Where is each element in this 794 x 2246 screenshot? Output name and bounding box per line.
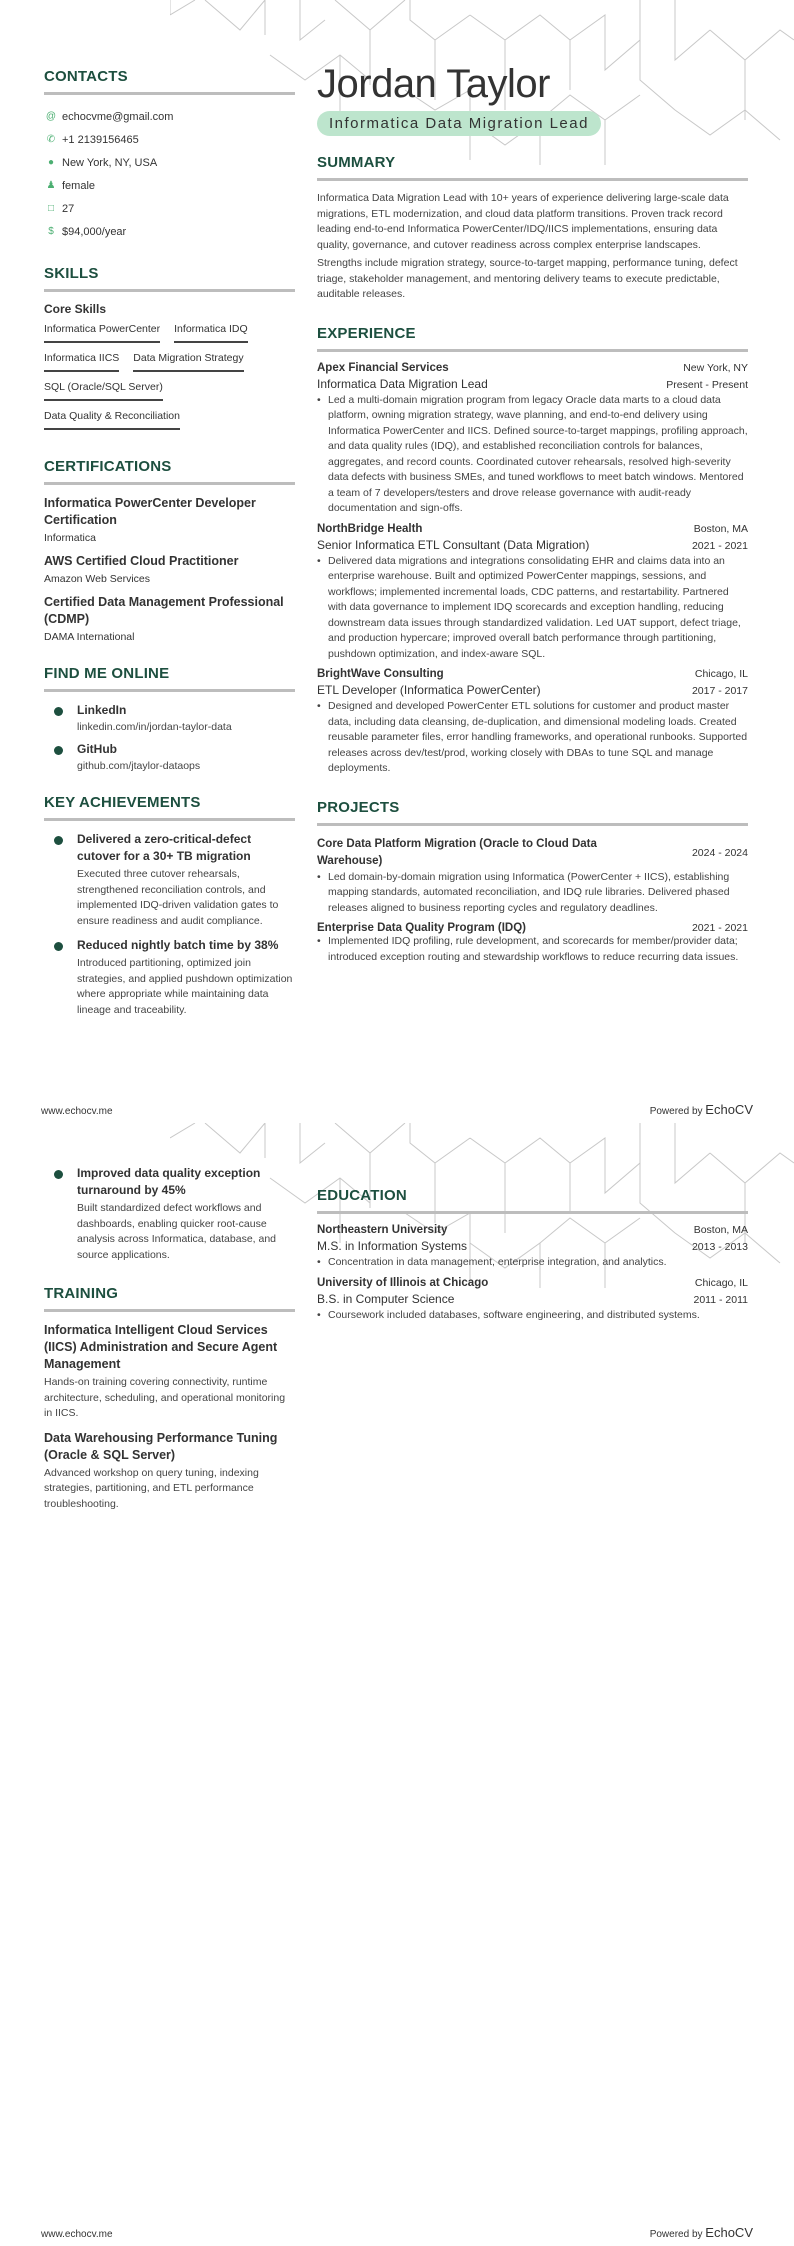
cert-issuer: Informatica bbox=[44, 532, 96, 544]
online-item[interactable] bbox=[54, 741, 295, 772]
skills-section bbox=[44, 265, 295, 436]
candidate-name: Jordan Taylor bbox=[317, 62, 550, 106]
bullet-icon: • bbox=[317, 870, 321, 883]
skill-tag: Informatica IICS bbox=[44, 349, 119, 372]
powered-by bbox=[650, 2225, 753, 2240]
achievement-item bbox=[54, 937, 295, 1018]
degree: B.S. in Computer Science bbox=[317, 1291, 455, 1306]
achievements-continued bbox=[44, 1165, 295, 1263]
training-section bbox=[44, 1285, 295, 1512]
section-heading: PROJECTS bbox=[317, 799, 748, 826]
person-icon: ♟ bbox=[46, 180, 56, 191]
skill-tag: Data Migration Strategy bbox=[133, 349, 243, 372]
page-footer bbox=[41, 1102, 753, 1117]
bullet-icon bbox=[54, 1170, 63, 1179]
job-role: Informatica Data Migration Lead bbox=[317, 376, 488, 391]
achievement-title: Reduced nightly batch time by 38% bbox=[77, 938, 279, 952]
dates: 2024 - 2024 bbox=[691, 846, 748, 859]
calendar-icon: □ bbox=[47, 203, 55, 214]
degree: M.S. in Information Systems bbox=[317, 1239, 468, 1253]
contact-salary bbox=[44, 220, 295, 243]
contact-email[interactable] bbox=[44, 105, 295, 128]
bullet-text: Coursework included databases, software engineering, and distributed systems. bbox=[328, 1308, 700, 1321]
location: Boston, MA bbox=[693, 1224, 748, 1236]
dollar-icon: $ bbox=[48, 226, 54, 237]
skill-tag: Data Quality & Reconciliation bbox=[44, 407, 180, 430]
bullet-text: Delivered data migrations and integrations consolidating EHR and claims data into an enterprise warehouse. Built and optimized PowerCenter mappings, sessions, and workflows; implemented incremental loads, CDC patterns, and restartability. Partnered with data governance to implement IDQ scorecards and exception handling, reducing downstream data issues through standardized validation. Led UAT support, defect triage, and production hypercare; improved overall batch performance through partitioning, pushdown optimization, and index-aware SQL. bbox=[328, 554, 741, 660]
left-column bbox=[44, 1165, 295, 1534]
education-entry bbox=[317, 1277, 748, 1324]
project-entry bbox=[317, 922, 748, 965]
dates: Present - Present bbox=[666, 378, 748, 391]
education-section bbox=[317, 1187, 748, 1323]
summary-paragraph: Informatica Data Migration Lead with 10+ years of experience delivering large-scale data migrations, ETL modernization, and cloud data platform transitions. Proven track record leading end-to-end Informatica PowerCenter/IDQ/IICS implementations, ensuring data quality, governance, and cutover readiness across complex enterprise landscapes. bbox=[317, 192, 729, 251]
contact-text: female bbox=[62, 179, 96, 192]
experience-entry bbox=[317, 668, 748, 777]
bullet-icon bbox=[54, 942, 63, 951]
bullet-text: Concentration in data management, enterprise integration, and analytics. bbox=[328, 1256, 667, 1268]
certifications-section bbox=[44, 458, 295, 643]
contact-text: +1 2139156465 bbox=[62, 133, 139, 146]
at-icon: @ bbox=[45, 111, 57, 122]
dates: 2021 - 2021 bbox=[691, 539, 748, 552]
bullet-text: Designed and developed PowerCenter ETL solutions for customer and product master data, including data cleansing, de-duplication, and dimensional modeling loads. Created reusable parameter files, error handling frameworks, and operational runbooks. Supported releases across dev/test/prod, working closely with DBAs to tune SQL and manage deployments. bbox=[328, 700, 748, 774]
skill-tag: Informatica IDQ bbox=[174, 320, 248, 343]
contact-text: $94,000/year bbox=[62, 225, 127, 238]
project-name: Core Data Platform Migration (Oracle to Cloud Data Warehouse) bbox=[317, 837, 597, 867]
section-heading: EXPERIENCE bbox=[317, 325, 748, 352]
section-heading: KEY ACHIEVEMENTS bbox=[44, 794, 295, 821]
achievement-item bbox=[54, 1165, 295, 1263]
bullet-icon: • bbox=[317, 1308, 321, 1321]
right-column bbox=[317, 1187, 748, 1345]
project-entry bbox=[317, 836, 748, 917]
skill-tag: SQL (Oracle/SQL Server) bbox=[44, 378, 163, 401]
skill-group-title: Core Skills bbox=[44, 302, 107, 316]
section-heading: FIND ME ONLINE bbox=[44, 665, 295, 692]
achievement-desc: Executed three cutover rehearsals, strengthened reconciliation controls, and implemented IDQ-driven validation gates to ensure readiness and audit compliance. bbox=[77, 868, 279, 927]
contact-gender bbox=[44, 174, 295, 197]
section-heading: CONTACTS bbox=[44, 68, 295, 95]
section-heading: TRAINING bbox=[44, 1285, 295, 1312]
online-item[interactable] bbox=[54, 702, 295, 733]
contact-age bbox=[44, 197, 295, 220]
bullet-icon: • bbox=[317, 554, 321, 567]
section-heading: SUMMARY bbox=[317, 154, 748, 181]
cert-issuer: Amazon Web Services bbox=[44, 573, 151, 585]
experience-section bbox=[317, 325, 748, 777]
bullet-icon bbox=[54, 746, 63, 755]
summary-paragraph: Strengths include migration strategy, source-to-target mapping, performance tuning, defect triage, stakeholder management, and mentoring delivery teams to execute predictable, auditable releases. bbox=[317, 257, 738, 300]
cert-title: AWS Certified Cloud Practitioner bbox=[44, 554, 239, 568]
achievement-title: Delivered a zero-critical-defect cutover for a 30+ TB migration bbox=[77, 832, 252, 863]
achievement-desc: Built standardized defect workflows and dashboards, enabling quicker root-cause analysis across Informatica, database, and source applications. bbox=[77, 1202, 277, 1261]
contact-text: echocvme@gmail.com bbox=[62, 110, 174, 123]
summary-section bbox=[317, 154, 748, 303]
contact-text: 27 bbox=[62, 202, 75, 215]
right-column bbox=[317, 62, 748, 987]
dates: 2011 - 2011 bbox=[693, 1293, 748, 1306]
powered-label: Powered by bbox=[649, 1106, 703, 1117]
online-section bbox=[44, 665, 295, 772]
dates: 2017 - 2017 bbox=[691, 685, 748, 697]
online-link[interactable]: linkedin.com/in/jordan-taylor-data bbox=[77, 721, 232, 733]
location: New York, NY bbox=[683, 361, 748, 374]
contact-location bbox=[44, 151, 295, 174]
training-desc: Hands-on training covering connectivity, runtime architecture, scheduling, and operational monitoring in IICS. bbox=[44, 1376, 286, 1419]
brand-name: EchoCV bbox=[705, 2225, 753, 2240]
location: Boston, MA bbox=[693, 522, 748, 535]
bullet-icon: • bbox=[317, 700, 321, 712]
online-label: LinkedIn bbox=[77, 703, 127, 717]
left-column bbox=[44, 68, 295, 1040]
job-title-badge: Informatica Data Migration Lead bbox=[317, 111, 601, 136]
footer-site-link[interactable]: www.echocv.me bbox=[41, 1106, 113, 1117]
achievement-title: Improved data quality exception turnaround by 45% bbox=[77, 1166, 261, 1197]
cert-title: Certified Data Management Professional (CDMP) bbox=[44, 595, 284, 626]
brand-name: EchoCV bbox=[705, 1102, 753, 1117]
footer-site-link[interactable]: www.echocv.me bbox=[41, 2229, 113, 2240]
experience-entry bbox=[317, 362, 748, 517]
online-label: GitHub bbox=[77, 742, 117, 756]
location-pin-icon: ● bbox=[47, 157, 55, 168]
achievements-section bbox=[44, 794, 295, 1018]
project-name: Enterprise Data Quality Program (IDQ) bbox=[317, 922, 526, 934]
school-name: Northeastern University bbox=[317, 1224, 448, 1236]
contact-text: New York, NY, USA bbox=[62, 156, 158, 169]
dates: 2013 - 2013 bbox=[691, 1241, 748, 1253]
resume-page-2 bbox=[0, 1123, 794, 2246]
education-entry bbox=[317, 1224, 748, 1271]
bullet-text: Led domain-by-domain migration using Informatica (PowerCenter + IICS), establishing mapping standards, automated reconciliation, and IDQ rule libraries. Delivered phased releases aligned to business reporting cycles and regulatory deadlines. bbox=[328, 870, 730, 914]
experience-entry bbox=[317, 523, 748, 663]
location: Chicago, IL bbox=[694, 668, 748, 680]
dates: 2021 - 2021 bbox=[691, 922, 748, 934]
bullet-text: Implemented IDQ profiling, rule development, and scorecards for member/provider data; introduced exception routing and stewardship workflows to reduce recurring data issues. bbox=[328, 935, 739, 963]
training-desc: Advanced workshop on query tuning, indexing strategies, partitioning, and ETL performance troubleshooting. bbox=[44, 1466, 259, 1510]
training-title: Informatica Intelligent Cloud Services (IICS) Administration and Secure Agent Management bbox=[44, 1323, 278, 1371]
contact-phone[interactable] bbox=[44, 128, 295, 151]
achievement-desc: Introduced partitioning, optimized join strategies, and applied pushdown optimization where appropriate while maintaining data lineage and traceability. bbox=[77, 957, 293, 1016]
contacts-section bbox=[44, 68, 295, 243]
skill-tag: Informatica PowerCenter bbox=[44, 320, 160, 343]
section-heading: CERTIFICATIONS bbox=[44, 458, 295, 485]
company-name: BrightWave Consulting bbox=[317, 668, 444, 680]
bullet-text: Led a multi-domain migration program from legacy Oracle data marts to a cloud data platform, owning migration strategy, wave planning, and end-to-end delivery using Informatica PowerCenter and IICS. Defined source-to-target mappings, profiling approach, and data quality rules (IDQ), and established reconciliation controls for balances, aggregates, and record counts. Coordinated cutover rehearsals, resolved high-severity data defects with business SMEs, and tuned workflows to meet batch windows. Mentored a team of 7 developers/testers and drove release governance with audit-ready documentation and sign-offs. bbox=[328, 393, 748, 514]
section-heading: EDUCATION bbox=[317, 1187, 748, 1214]
powered-by bbox=[650, 1102, 753, 1117]
powered-label: Powered by bbox=[649, 2229, 703, 2240]
bullet-icon: • bbox=[317, 393, 321, 406]
company-name: Apex Financial Services bbox=[317, 361, 449, 374]
bullet-icon: • bbox=[317, 935, 321, 947]
bullet-icon bbox=[54, 836, 63, 845]
page-footer bbox=[41, 2225, 753, 2240]
job-role: Senior Informatica ETL Consultant (Data Migration) bbox=[317, 537, 590, 552]
job-role: ETL Developer (Informatica PowerCenter) bbox=[317, 683, 541, 697]
projects-section bbox=[317, 799, 748, 966]
phone-icon: ✆ bbox=[46, 134, 56, 145]
school-name: University of Illinois at Chicago bbox=[317, 1276, 489, 1289]
bullet-icon bbox=[54, 707, 63, 716]
bullet-icon: • bbox=[317, 1256, 321, 1268]
location: Chicago, IL bbox=[694, 1276, 748, 1289]
company-name: NorthBridge Health bbox=[317, 522, 423, 535]
training-title: Data Warehousing Performance Tuning (Oracle & SQL Server) bbox=[44, 1430, 278, 1462]
section-heading: SKILLS bbox=[44, 265, 295, 292]
cert-issuer: DAMA International bbox=[44, 631, 135, 643]
achievement-item bbox=[54, 831, 295, 929]
cert-title: Informatica PowerCenter Developer Certification bbox=[44, 496, 256, 527]
online-link[interactable]: github.com/jtaylor-dataops bbox=[77, 760, 201, 772]
